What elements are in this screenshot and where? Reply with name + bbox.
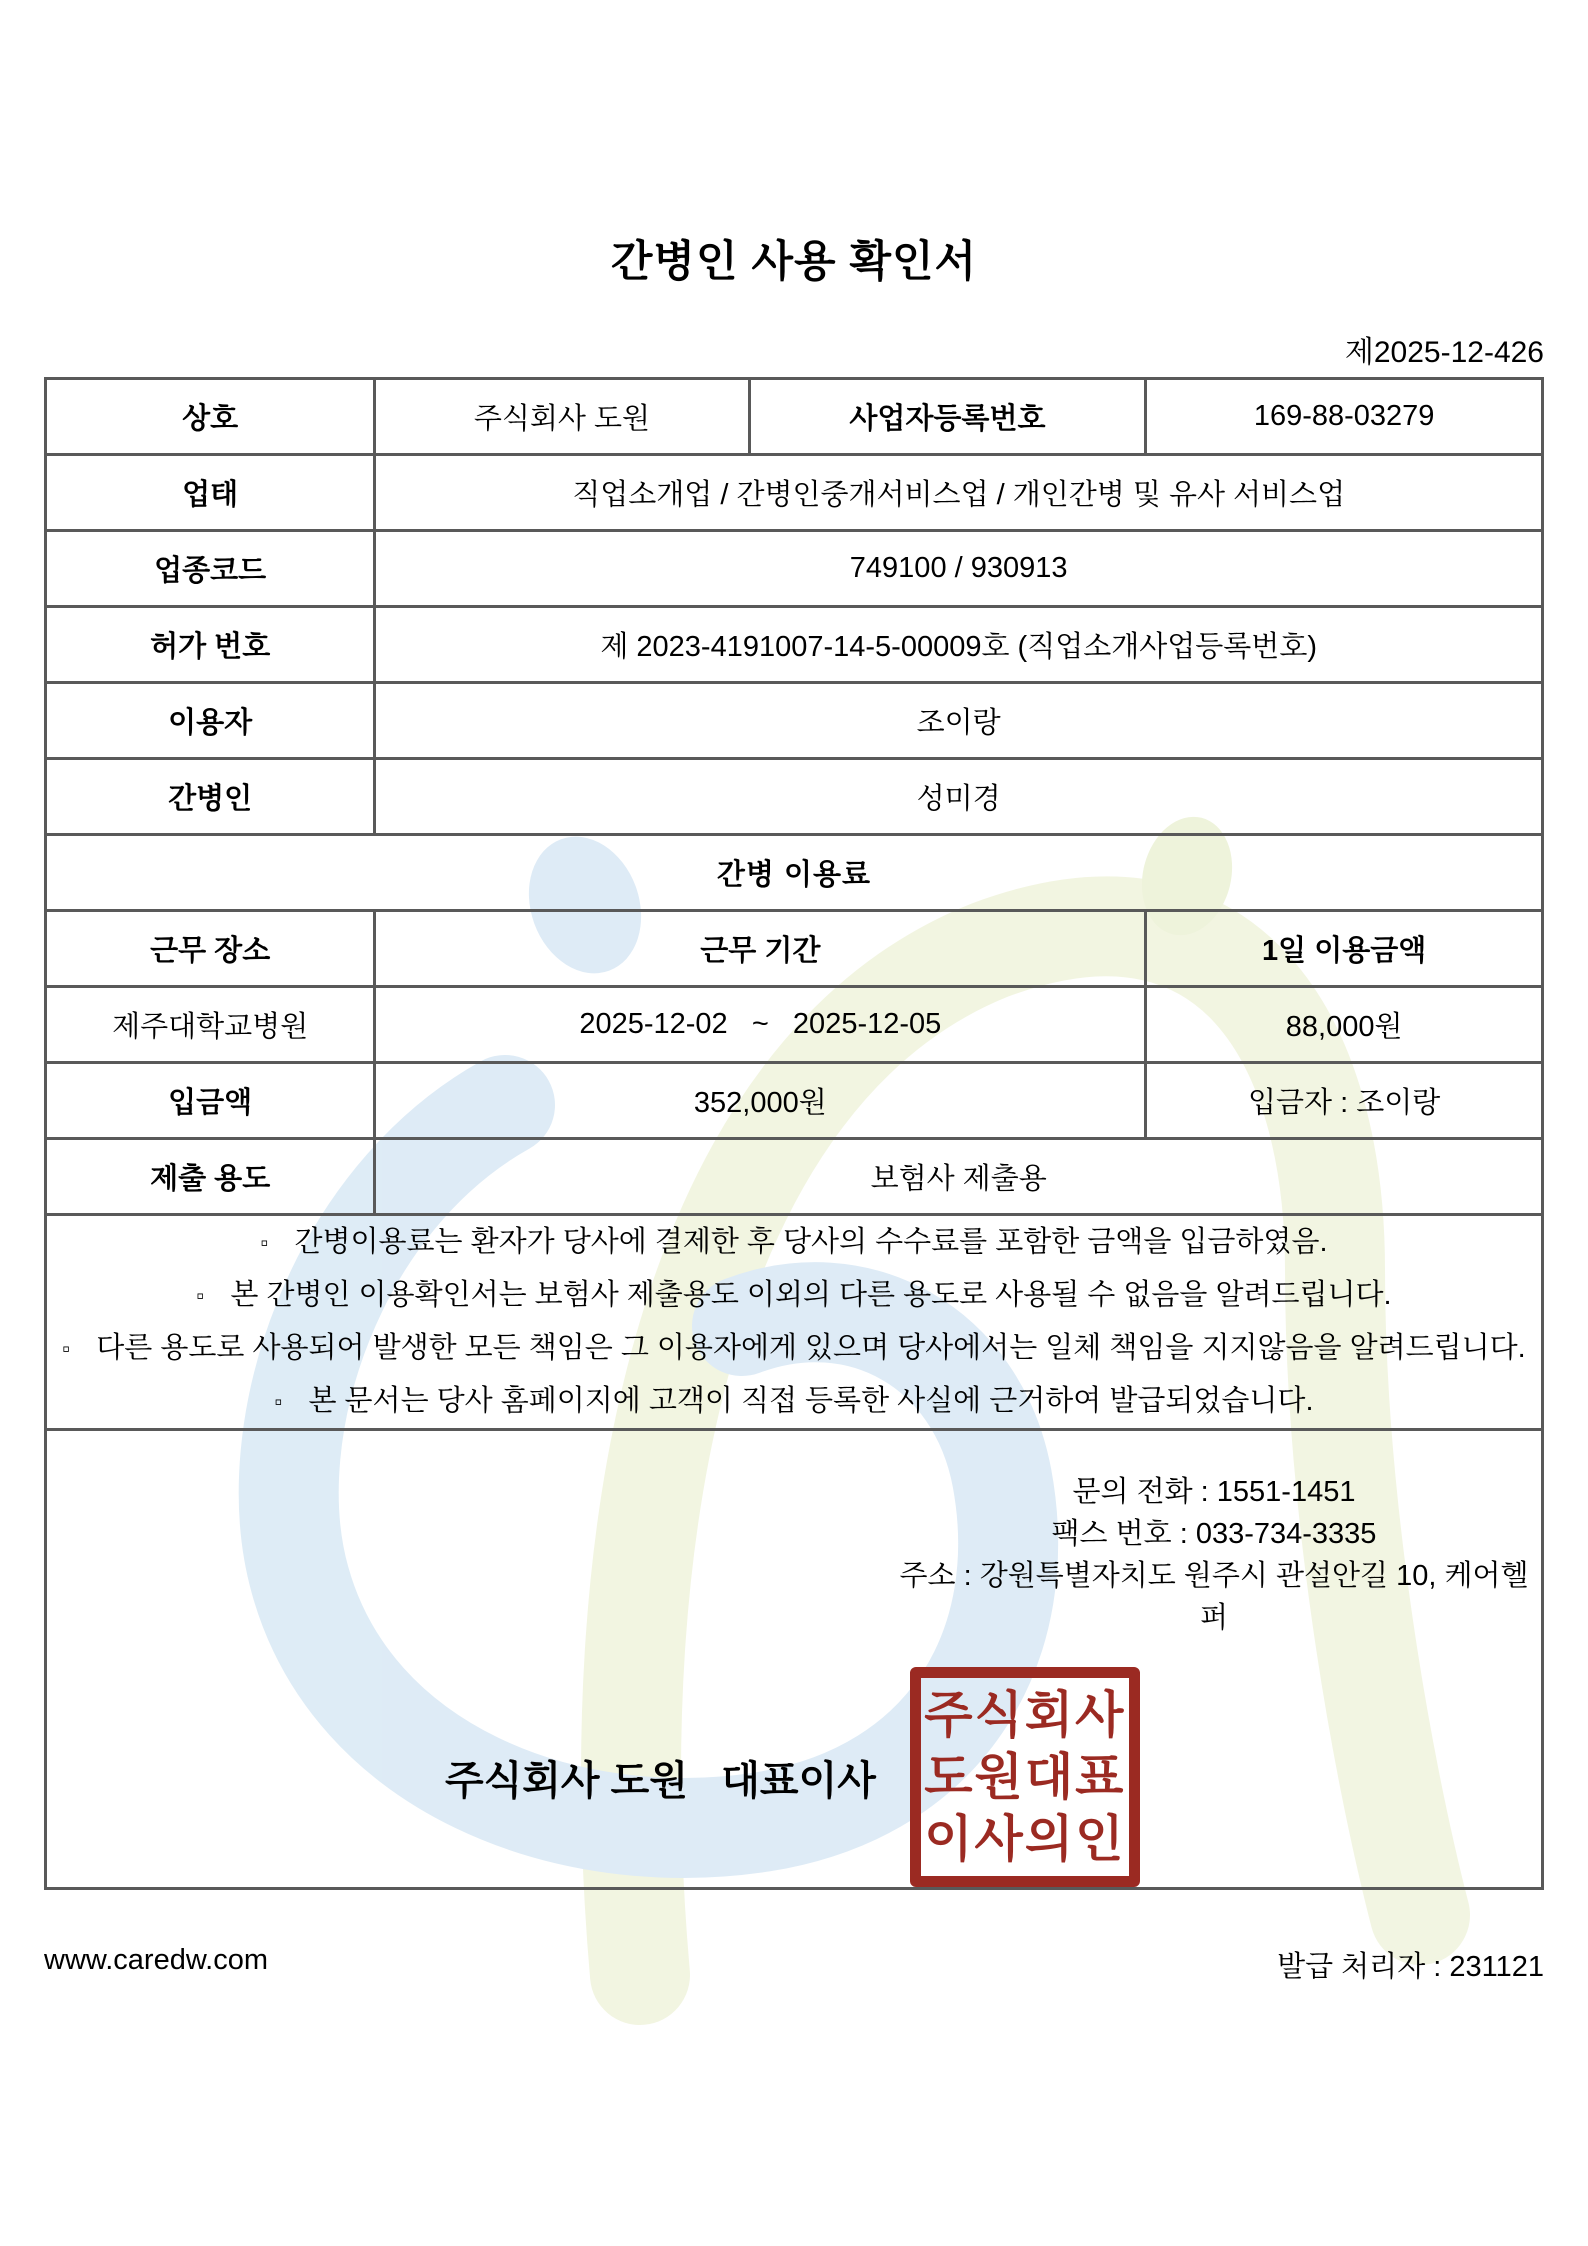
notes-cell xyxy=(46,1215,1543,1430)
table-row-business-type xyxy=(46,455,1543,531)
user-value: 조이랑 xyxy=(375,683,1543,759)
fee-section-title: 간병 이용료 xyxy=(46,835,1543,911)
table-row-permit-number xyxy=(46,607,1543,683)
table-row-fee-values xyxy=(46,987,1543,1063)
caregiver-value: 성미경 xyxy=(375,759,1543,835)
table-row-notes xyxy=(46,1215,1543,1430)
note-item xyxy=(53,1216,1535,1269)
note-text: 본 문서는 당사 홈페이지에 고객이 직접 등록한 사실에 근거하여 발급되었습니다. xyxy=(308,1385,1314,1417)
daily-fee-header: 1일 이용금액 xyxy=(1146,911,1543,987)
work-period-value: 2025-12-02 ~ 2025-12-05 xyxy=(375,987,1146,1063)
contact-block xyxy=(893,1471,1535,1639)
stamp-text-line: 주식회사 xyxy=(924,1687,1126,1743)
table-row-fee-headers xyxy=(46,911,1543,987)
purpose-label: 제출 용도 xyxy=(46,1139,375,1215)
contact-phone: 문의 전화 : 1551-1451 xyxy=(1072,1476,1356,1508)
daily-fee-value: 88,000원 xyxy=(1146,987,1543,1063)
page-footer xyxy=(44,1944,1544,1985)
work-period-header: 근무 기간 xyxy=(375,911,1146,987)
work-place-header: 근무 장소 xyxy=(46,911,375,987)
document-number: 제2025-12-426 xyxy=(1344,336,1544,369)
user-label: 이용자 xyxy=(46,683,375,759)
permit-number-value: 제 2023-4191007-14-5-00009호 (직업소개사업등록번호) xyxy=(375,607,1543,683)
industry-code-value: 749100 / 930913 xyxy=(375,531,1543,607)
confirmation-table xyxy=(44,377,1544,1890)
table-row-purpose xyxy=(46,1139,1543,1215)
page-title: 간병인 사용 확인서 xyxy=(610,238,978,286)
table-row-fee-section xyxy=(46,835,1543,911)
table-row-user xyxy=(46,683,1543,759)
purpose-value: 보험사 제출용 xyxy=(375,1139,1543,1215)
note-item xyxy=(53,1269,1535,1322)
square-bullet-icon: ▫ xyxy=(260,1230,269,1255)
contact-address: 주소 : 강원특별자치도 원주시 관설안길 10, 케어헬퍼 xyxy=(899,1560,1529,1634)
note-text: 본 간병인 이용확인서는 보험사 제출용도 이외의 다른 용도로 사용될 수 없음을 알려드립니다. xyxy=(230,1279,1392,1311)
square-bullet-icon: ▫ xyxy=(274,1389,283,1414)
depositor-label: 입금자 xyxy=(1248,1087,1333,1119)
business-type-value: 직업소개업 / 간병인중개서비스업 / 개인간병 및 유사 서비스업 xyxy=(375,455,1543,531)
table-row-signature xyxy=(46,1430,1543,1889)
caregiver-label: 간병인 xyxy=(46,759,375,835)
business-reg-label: 사업자등록번호 xyxy=(749,379,1146,455)
square-bullet-icon: ▫ xyxy=(62,1336,71,1361)
table-row-caregiver xyxy=(46,759,1543,835)
square-bullet-icon: ▫ xyxy=(196,1283,205,1308)
depositor-name: : 조이랑 xyxy=(1332,1087,1441,1119)
signature-cell xyxy=(46,1430,1543,1889)
deposit-label: 입금액 xyxy=(46,1063,375,1139)
business-reg-value: 169-88-03279 xyxy=(1146,379,1543,455)
note-item xyxy=(53,1375,1535,1428)
footer-website: www.caredw.com xyxy=(44,1944,269,1976)
company-name-label: 상호 xyxy=(46,379,375,455)
deposit-amount-value: 352,000원 xyxy=(375,1063,1146,1139)
corporate-seal-stamp xyxy=(910,1667,1140,1887)
business-type-label: 업태 xyxy=(46,455,375,531)
note-item xyxy=(53,1322,1535,1375)
stamp-text-line: 이사의인 xyxy=(924,1811,1126,1867)
permit-number-label: 허가 번호 xyxy=(46,607,375,683)
depositor-cell xyxy=(1146,1063,1543,1139)
footer-issuer: 발급 처리자 : 231121 xyxy=(1277,1951,1544,1983)
signature-text: 주식회사 도원 대표이사 xyxy=(445,1758,876,1803)
industry-code-label: 업종코드 xyxy=(46,531,375,607)
table-row-industry-code xyxy=(46,531,1543,607)
work-place-value: 제주대학교병원 xyxy=(46,987,375,1063)
note-text: 간병이용료는 환자가 당사에 결제한 후 당사의 수수료를 포함한 금액을 입금하였음. xyxy=(294,1226,1328,1258)
table-row-company xyxy=(46,379,1543,455)
signature-row xyxy=(445,1667,1535,1887)
table-row-deposit xyxy=(46,1063,1543,1139)
company-name-value: 주식회사 도원 xyxy=(375,379,749,455)
contact-fax: 팩스 번호 : 033-734-3335 xyxy=(1051,1518,1377,1550)
note-text: 다른 용도로 사용되어 발생한 모든 책임은 그 이용자에게 있으며 당사에서는 일체 책임을 지지않음을 알려드립니다. xyxy=(96,1332,1526,1364)
stamp-text-line: 도원대표 xyxy=(924,1749,1126,1805)
